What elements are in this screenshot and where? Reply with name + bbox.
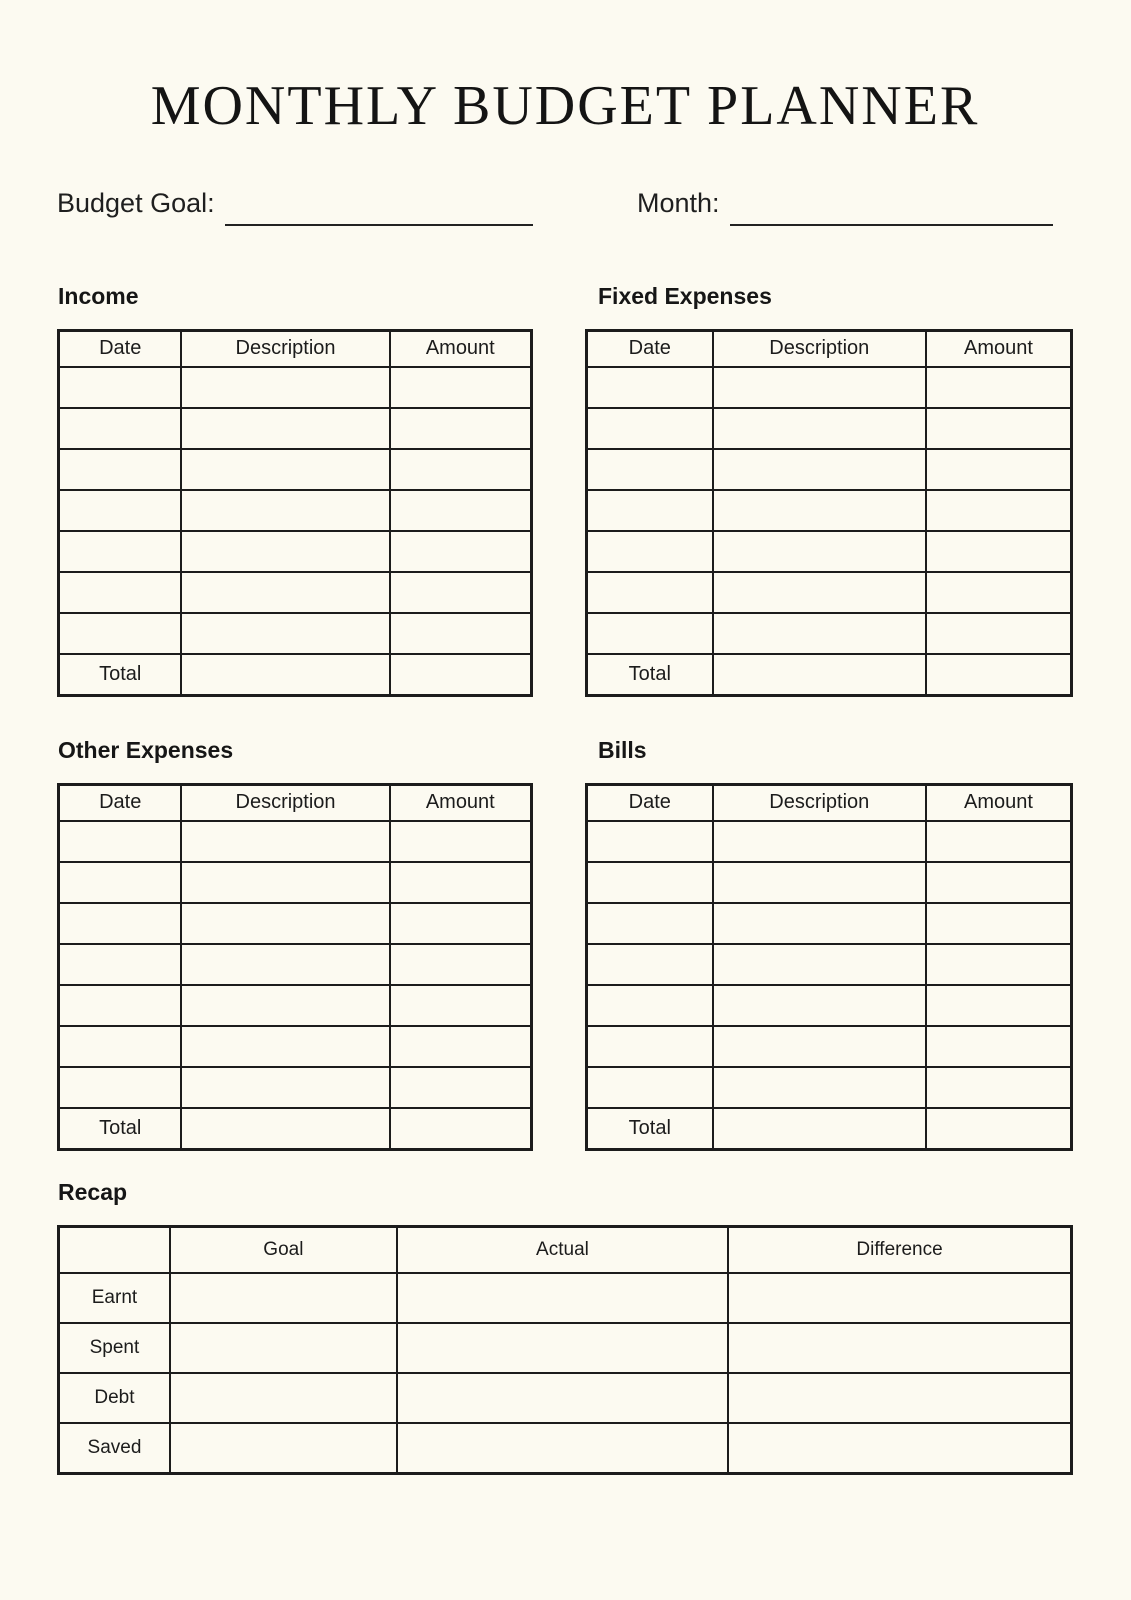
income-date-cell[interactable] bbox=[59, 531, 182, 572]
bills-date-cell[interactable] bbox=[587, 862, 713, 903]
other-expenses-date-cell[interactable] bbox=[59, 903, 182, 944]
recap-row-saved bbox=[59, 1423, 1072, 1473]
fixed-expenses-date-cell[interactable] bbox=[587, 408, 713, 449]
budget-goal-field bbox=[57, 188, 533, 219]
bills-description-cell[interactable] bbox=[713, 944, 926, 985]
income-row bbox=[59, 449, 532, 490]
bills-date-cell[interactable] bbox=[587, 1067, 713, 1108]
fixed-expenses-description-cell[interactable] bbox=[713, 490, 926, 531]
fixed-expenses-date-cell[interactable] bbox=[587, 367, 713, 408]
income-description-cell[interactable] bbox=[181, 572, 389, 613]
fixed-expenses-description-cell[interactable] bbox=[713, 367, 926, 408]
income-total-amount-cell[interactable] bbox=[390, 654, 532, 695]
recap-row-spent bbox=[59, 1323, 1072, 1373]
bills-amount-cell[interactable] bbox=[926, 1067, 1072, 1108]
fixed-expenses-date-cell[interactable] bbox=[587, 490, 713, 531]
recap-column-header-difference: Difference bbox=[728, 1226, 1071, 1273]
bills-amount-cell[interactable] bbox=[926, 944, 1072, 985]
other-expenses-column-header-date: Date bbox=[59, 784, 182, 821]
other-expenses-total-label: Total bbox=[59, 1108, 182, 1149]
fixed-expenses-description-cell[interactable] bbox=[713, 613, 926, 654]
fixed-expenses-column-header-date: Date bbox=[587, 330, 713, 367]
bills-row bbox=[587, 1026, 1072, 1067]
recap-saved-difference-cell[interactable] bbox=[728, 1423, 1071, 1473]
income-column-header-amount: Amount bbox=[390, 330, 532, 367]
fixed-expenses-amount-cell[interactable] bbox=[926, 408, 1072, 449]
recap-spent-actual-cell[interactable] bbox=[397, 1323, 728, 1373]
income-description-cell[interactable] bbox=[181, 367, 389, 408]
income-column-header-date: Date bbox=[59, 330, 182, 367]
other-expenses-date-cell[interactable] bbox=[59, 821, 182, 862]
bills-description-cell[interactable] bbox=[713, 1026, 926, 1067]
other-expenses-column-header-amount: Amount bbox=[390, 784, 532, 821]
income-description-cell[interactable] bbox=[181, 449, 389, 490]
recap-title: Recap bbox=[58, 1178, 128, 1205]
income-amount-cell[interactable] bbox=[390, 490, 532, 531]
other-expenses-amount-cell[interactable] bbox=[390, 944, 532, 985]
income-amount-cell[interactable] bbox=[390, 572, 532, 613]
fixed-expenses-row bbox=[587, 449, 1072, 490]
bills-row bbox=[587, 985, 1072, 1026]
section-title-fixed-expenses: Fixed Expenses bbox=[598, 282, 772, 309]
recap-row-label-spent: Spent bbox=[59, 1323, 170, 1373]
fixed-expenses-column-header-amount: Amount bbox=[926, 330, 1072, 367]
other-expenses-description-cell[interactable] bbox=[181, 944, 389, 985]
other-expenses-row bbox=[59, 1026, 532, 1067]
section-other-expenses bbox=[57, 737, 533, 1151]
bills-row bbox=[587, 944, 1072, 985]
other-expenses-date-cell[interactable] bbox=[59, 1067, 182, 1108]
other-expenses-row bbox=[59, 862, 532, 903]
section-title-other-expenses: Other Expenses bbox=[58, 736, 234, 763]
recap-spent-goal-cell[interactable] bbox=[170, 1323, 397, 1373]
income-date-cell[interactable] bbox=[59, 367, 182, 408]
income-date-cell[interactable] bbox=[59, 449, 182, 490]
recap-debt-goal-cell[interactable] bbox=[170, 1373, 397, 1423]
page-title: MONTHLY BUDGET PLANNER bbox=[150, 75, 980, 137]
fixed-expenses-date-cell[interactable] bbox=[587, 449, 713, 490]
income-date-cell[interactable] bbox=[59, 490, 182, 531]
income-total-description-cell[interactable] bbox=[181, 654, 389, 695]
bills-column-header-date: Date bbox=[587, 784, 713, 821]
bills-date-cell[interactable] bbox=[587, 821, 713, 862]
income-header-row bbox=[59, 330, 532, 367]
income-row bbox=[59, 572, 532, 613]
fixed-expenses-amount-cell[interactable] bbox=[926, 449, 1072, 490]
bills-total-description-cell[interactable] bbox=[713, 1108, 926, 1149]
income-description-cell[interactable] bbox=[181, 613, 389, 654]
fixed-expenses-table bbox=[585, 329, 1073, 697]
income-table bbox=[57, 329, 533, 697]
fixed-expenses-description-cell[interactable] bbox=[713, 531, 926, 572]
fixed-expenses-amount-cell[interactable] bbox=[926, 613, 1072, 654]
income-amount-cell[interactable] bbox=[390, 531, 532, 572]
bills-amount-cell[interactable] bbox=[926, 821, 1072, 862]
section-fixed-expenses bbox=[585, 283, 1073, 697]
fixed-expenses-row bbox=[587, 490, 1072, 531]
recap-row-label-debt: Debt bbox=[59, 1373, 170, 1423]
bills-description-cell[interactable] bbox=[713, 821, 926, 862]
bills-table bbox=[585, 783, 1073, 1151]
fixed-expenses-date-cell[interactable] bbox=[587, 572, 713, 613]
recap-spent-difference-cell[interactable] bbox=[728, 1323, 1071, 1373]
fixed-expenses-description-cell[interactable] bbox=[713, 572, 926, 613]
bills-amount-cell[interactable] bbox=[926, 985, 1072, 1026]
other-expenses-row bbox=[59, 944, 532, 985]
recap-row-label-earnt: Earnt bbox=[59, 1273, 170, 1323]
income-description-cell[interactable] bbox=[181, 408, 389, 449]
income-total-label: Total bbox=[59, 654, 182, 695]
recap-corner-cell bbox=[59, 1226, 170, 1273]
fixed-expenses-total-description-cell[interactable] bbox=[713, 654, 926, 695]
section-income bbox=[57, 283, 533, 697]
income-date-cell[interactable] bbox=[59, 613, 182, 654]
fixed-expenses-description-cell[interactable] bbox=[713, 449, 926, 490]
income-description-cell[interactable] bbox=[181, 490, 389, 531]
other-expenses-description-cell[interactable] bbox=[181, 985, 389, 1026]
other-expenses-column-header-description: Description bbox=[181, 784, 389, 821]
recap-row-debt bbox=[59, 1373, 1072, 1423]
income-amount-cell[interactable] bbox=[390, 408, 532, 449]
bills-total-amount-cell[interactable] bbox=[926, 1108, 1072, 1149]
income-date-cell[interactable] bbox=[59, 572, 182, 613]
fixed-expenses-row bbox=[587, 408, 1072, 449]
ledger-sections-grid bbox=[57, 283, 1073, 1151]
bills-amount-cell[interactable] bbox=[926, 862, 1072, 903]
other-expenses-amount-cell[interactable] bbox=[390, 1026, 532, 1067]
fixed-expenses-amount-cell[interactable] bbox=[926, 367, 1072, 408]
recap-debt-actual-cell[interactable] bbox=[397, 1373, 728, 1423]
budget-goal-input-line[interactable] bbox=[225, 224, 533, 226]
income-date-cell[interactable] bbox=[59, 408, 182, 449]
bills-description-cell[interactable] bbox=[713, 1067, 926, 1108]
income-column-header-description: Description bbox=[181, 330, 389, 367]
other-expenses-description-cell[interactable] bbox=[181, 862, 389, 903]
income-row bbox=[59, 531, 532, 572]
fixed-expenses-row bbox=[587, 572, 1072, 613]
bills-date-cell[interactable] bbox=[587, 985, 713, 1026]
fixed-expenses-row bbox=[587, 613, 1072, 654]
other-expenses-description-cell[interactable] bbox=[181, 1067, 389, 1108]
other-expenses-date-cell[interactable] bbox=[59, 862, 182, 903]
other-expenses-row bbox=[59, 903, 532, 944]
recap-column-header-actual: Actual bbox=[397, 1226, 728, 1273]
other-expenses-total-amount-cell[interactable] bbox=[390, 1108, 532, 1149]
recap-earnt-actual-cell[interactable] bbox=[397, 1273, 728, 1323]
bills-total-label: Total bbox=[587, 1108, 713, 1149]
other-expenses-header-row bbox=[59, 784, 532, 821]
other-expenses-date-cell[interactable] bbox=[59, 944, 182, 985]
bills-row bbox=[587, 862, 1072, 903]
bills-description-cell[interactable] bbox=[713, 985, 926, 1026]
bills-row bbox=[587, 903, 1072, 944]
bills-date-cell[interactable] bbox=[587, 944, 713, 985]
budget-goal-label: Budget Goal: bbox=[57, 187, 215, 218]
recap-header-row bbox=[59, 1226, 1072, 1273]
recap-table bbox=[57, 1225, 1073, 1475]
other-expenses-amount-cell[interactable] bbox=[390, 903, 532, 944]
recap-debt-difference-cell[interactable] bbox=[728, 1373, 1071, 1423]
income-row bbox=[59, 490, 532, 531]
other-expenses-date-cell[interactable] bbox=[59, 985, 182, 1026]
fixed-expenses-description-cell[interactable] bbox=[713, 408, 926, 449]
bills-column-header-description: Description bbox=[713, 784, 926, 821]
income-row bbox=[59, 613, 532, 654]
month-input-line[interactable] bbox=[730, 224, 1053, 226]
income-amount-cell[interactable] bbox=[390, 613, 532, 654]
other-expenses-row bbox=[59, 985, 532, 1026]
bills-description-cell[interactable] bbox=[713, 862, 926, 903]
other-expenses-date-cell[interactable] bbox=[59, 1026, 182, 1067]
recap-section bbox=[57, 1179, 1073, 1475]
other-expenses-description-cell[interactable] bbox=[181, 1026, 389, 1067]
bills-column-header-amount: Amount bbox=[926, 784, 1072, 821]
other-expenses-description-cell[interactable] bbox=[181, 903, 389, 944]
fixed-expenses-header-row bbox=[587, 330, 1072, 367]
section-bills bbox=[585, 737, 1073, 1151]
section-title-bills: Bills bbox=[598, 736, 647, 763]
fixed-expenses-row bbox=[587, 531, 1072, 572]
income-amount-cell[interactable] bbox=[390, 449, 532, 490]
other-expenses-total-row bbox=[59, 1108, 532, 1149]
other-expenses-total-description-cell[interactable] bbox=[181, 1108, 389, 1149]
other-expenses-description-cell[interactable] bbox=[181, 821, 389, 862]
other-expenses-row bbox=[59, 1067, 532, 1108]
recap-saved-actual-cell[interactable] bbox=[397, 1423, 728, 1473]
bills-date-cell[interactable] bbox=[587, 903, 713, 944]
income-row bbox=[59, 367, 532, 408]
fixed-expenses-date-cell[interactable] bbox=[587, 613, 713, 654]
other-expenses-table bbox=[57, 783, 533, 1151]
bills-total-row bbox=[587, 1108, 1072, 1149]
bills-description-cell[interactable] bbox=[713, 903, 926, 944]
recap-row-earnt bbox=[59, 1273, 1072, 1323]
bills-row bbox=[587, 1067, 1072, 1108]
income-total-row bbox=[59, 654, 532, 695]
month-label: Month: bbox=[637, 187, 720, 218]
fixed-expenses-amount-cell[interactable] bbox=[926, 572, 1072, 613]
fixed-expenses-date-cell[interactable] bbox=[587, 531, 713, 572]
bills-amount-cell[interactable] bbox=[926, 903, 1072, 944]
section-title-income: Income bbox=[58, 282, 139, 309]
other-expenses-amount-cell[interactable] bbox=[390, 985, 532, 1026]
recap-saved-goal-cell[interactable] bbox=[170, 1423, 397, 1473]
bills-header-row bbox=[587, 784, 1072, 821]
header-fields bbox=[57, 188, 1073, 219]
fixed-expenses-amount-cell[interactable] bbox=[926, 490, 1072, 531]
income-amount-cell[interactable] bbox=[390, 367, 532, 408]
income-description-cell[interactable] bbox=[181, 531, 389, 572]
other-expenses-row bbox=[59, 821, 532, 862]
month-field bbox=[585, 188, 1073, 219]
fixed-expenses-total-row bbox=[587, 654, 1072, 695]
fixed-expenses-total-label: Total bbox=[587, 654, 713, 695]
fixed-expenses-amount-cell[interactable] bbox=[926, 531, 1072, 572]
other-expenses-amount-cell[interactable] bbox=[390, 1067, 532, 1108]
recap-column-header-goal: Goal bbox=[170, 1226, 397, 1273]
bills-date-cell[interactable] bbox=[587, 1026, 713, 1067]
fixed-expenses-row bbox=[587, 367, 1072, 408]
other-expenses-amount-cell[interactable] bbox=[390, 862, 532, 903]
bills-row bbox=[587, 821, 1072, 862]
bills-amount-cell[interactable] bbox=[926, 1026, 1072, 1067]
other-expenses-amount-cell[interactable] bbox=[390, 821, 532, 862]
recap-row-label-saved: Saved bbox=[59, 1423, 170, 1473]
recap-earnt-goal-cell[interactable] bbox=[170, 1273, 397, 1323]
fixed-expenses-total-amount-cell[interactable] bbox=[926, 654, 1072, 695]
income-row bbox=[59, 408, 532, 449]
fixed-expenses-column-header-description: Description bbox=[713, 330, 926, 367]
recap-earnt-difference-cell[interactable] bbox=[728, 1273, 1071, 1323]
